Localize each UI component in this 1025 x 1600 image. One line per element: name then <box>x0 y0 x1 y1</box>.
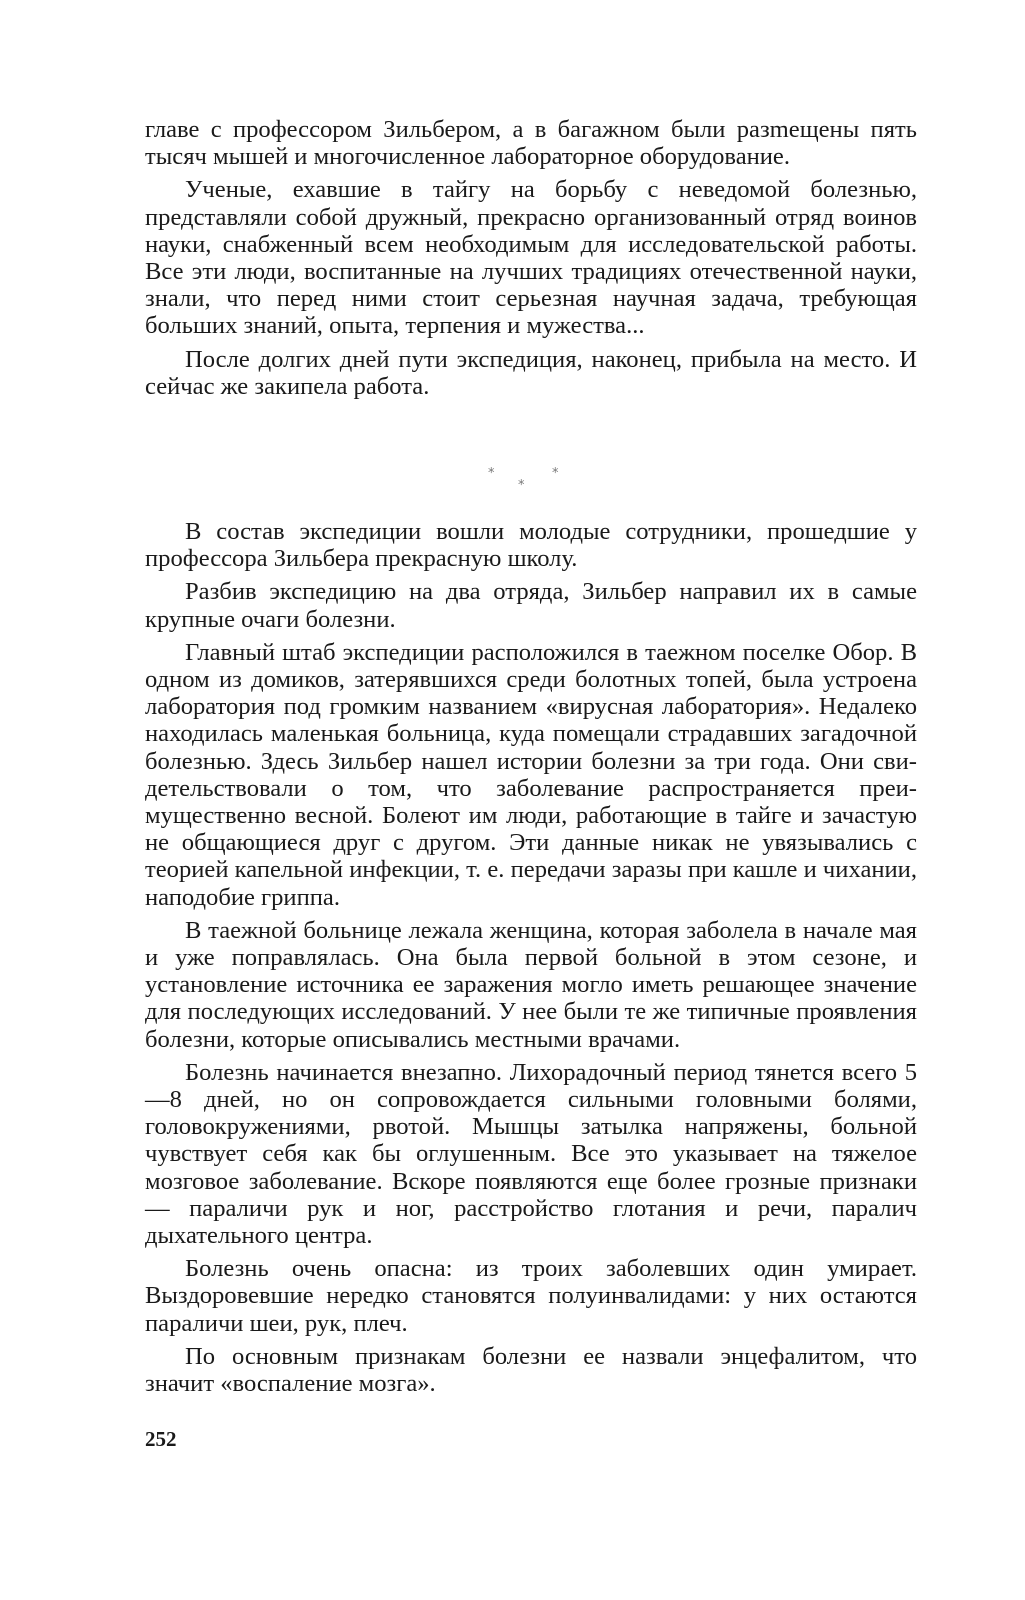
asterisk: * <box>488 466 495 481</box>
text-block-top <box>145 116 917 406</box>
text-block-bottom <box>145 518 917 1403</box>
asterisk: * <box>552 466 559 481</box>
paragraph: По основным признакам болезни ее назвали энцефалитом, что значит «воспаление мозга». <box>145 1342 917 1398</box>
paragraph: В таежной больнице лежала женщина, которая заболела в начале мая и уже поправлялась. Она была первой больной в этом сезоне, и установление источника ее заражения могло иметь решающее значение для последующих исследований. У нее были те же типичные проявления болезни, которые описывались местными врачами. <box>145 916 917 1053</box>
paragraph: Болезнь начинается внезапно. Лихорадочный период тянется всего 5—8 дней, но он сопровождается сильными головными болями, головокружениями, рвотой. Мышцы затылка напряжены, больной чувствует себя как бы оглушенным. Все это указывает на тяжелое мозговое заболевание. Вскоре появляются еще более грозные признаки — параличи рук и ног, расстройство глотания и речи, паралич дыхательного центра. <box>145 1058 917 1250</box>
paragraph: Ученые, ехавшие в тайгу на борьбу с неведомой болезнью, представляли собой дружный, прекрасно организованный отряд воинов науки, снабженный всем необходимым для исследовательской работы. Все эти люди, воспитанные на лучших традициях отечественной науки, знали, что перед ними стоит серьезная научная задача, требующая больших знаний, опыта, терпения и мужества... <box>145 176 917 340</box>
paragraph: После долгих дней пути экспедиция, наконец, прибыла на место. И сейчас же закипела работа. <box>145 345 917 400</box>
asterisk: * <box>518 478 525 493</box>
paragraph: главе с профессором Зильбером, а в багажном были разmещены пять тысяч мышей и многочисленное лабораторное оборудование. <box>145 116 917 171</box>
paragraph: Разбив экспедицию на два отряда, Зильбер направил их в самые крупные очаги болезни. <box>145 578 917 633</box>
section-separator <box>480 460 570 500</box>
paragraph: Главный штаб экспедиции расположился в таежном поселке Обор. В одном из домиков, затерявшихся среди болотных топей, была устроена лаборатория под громким названием «вирусная лаборатория». Недалеко находилась маленькая больница, куда помещали страдавших загадочной болезнью. Здесь Зильбер нашел истории болезни за три года. Они свидетельствовали о том, что заболевание распространяется преимущественно весной. Болеют им люди, работающие в тайге и зачастую не общающиеся друг с другом. Эти данные никак не увязывались с теорией капельной инфекции, т. е. передачи заразы при кашле и чихании, наподобие гриппа. <box>145 638 917 911</box>
page-number: 252 <box>145 1427 177 1451</box>
paragraph: В состав экспедиции вошли молодые сотрудники, прошедшие у профессора Зильбера прекрасную школу. <box>145 518 917 573</box>
paragraph: Болезнь очень опасна: из троих заболевших один умирает. Выздоровевшие нередко становятся полуинвалидами: у них остаются параличи шеи, рук, плеч. <box>145 1255 917 1337</box>
